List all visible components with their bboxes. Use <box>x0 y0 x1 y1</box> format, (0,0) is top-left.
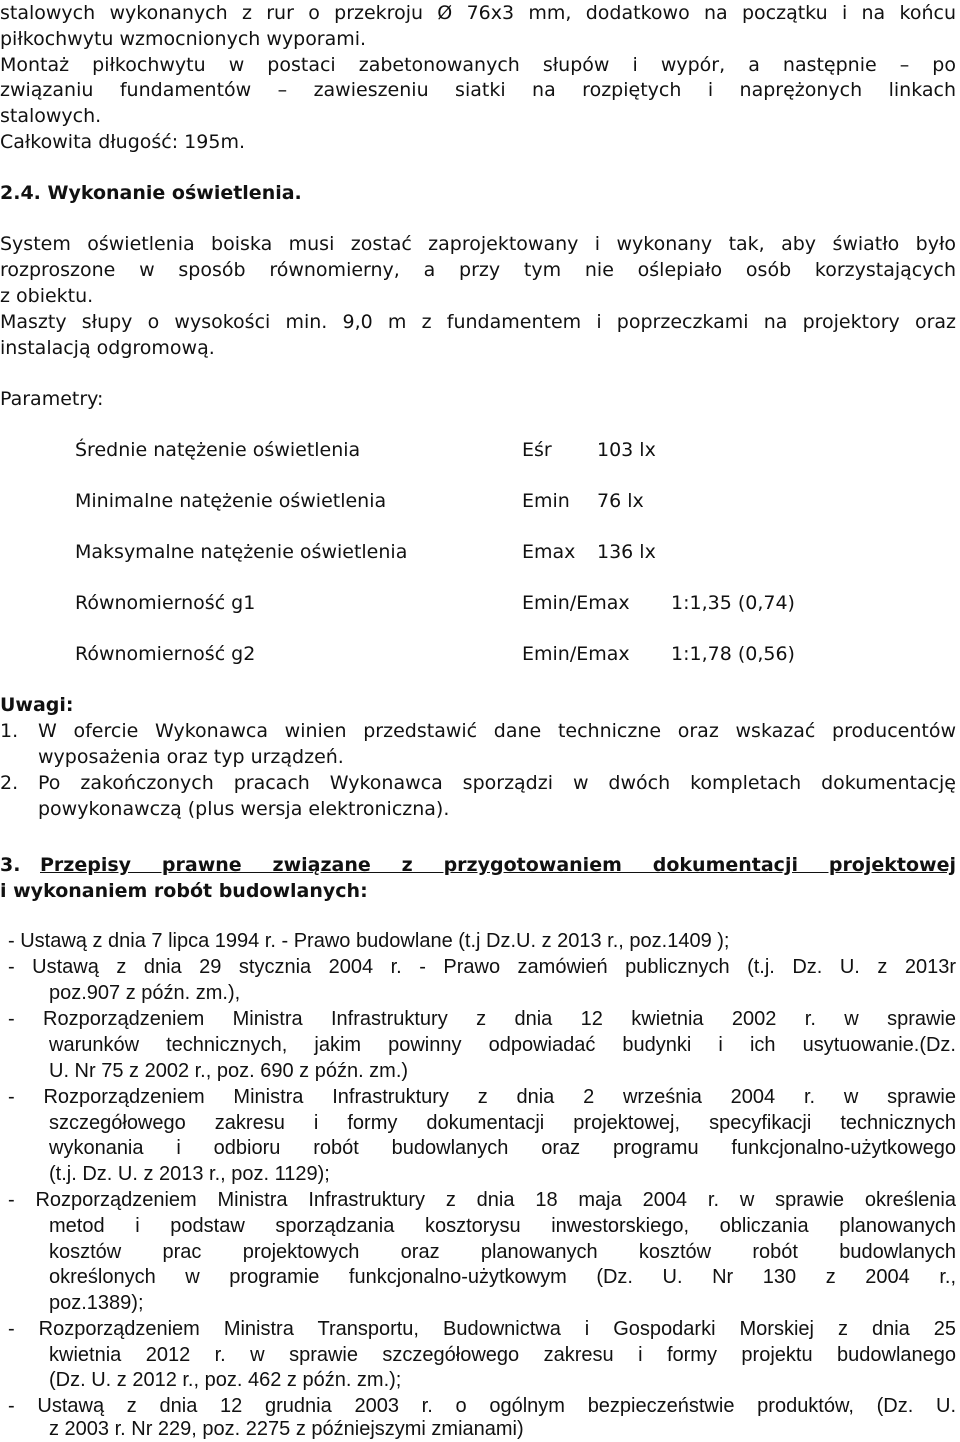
law-item-cont: poz.1389); <box>49 1292 144 1314</box>
param-value: 76 lx <box>597 490 644 512</box>
param-name: Maksymalne natężenie oświetlenia <box>75 541 408 563</box>
paragraph-line: System oświetlenia boiska musi zostać zaprojektowany i wykonany tak, aby światło było <box>0 233 956 255</box>
param-symbol: Emin/Emax <box>522 592 630 614</box>
law-item-cont: z 2003 r. Nr 229, poz. 2275 z późniejszymi zmianami) <box>49 1418 524 1440</box>
law-item-cont: określonych w programie funkcjonalno-użytkowym (Dz. U. Nr 130 z 2004 r., <box>49 1266 956 1288</box>
param-value: 1:1,35 (0,74) <box>671 592 795 614</box>
law-item-cont: metod i podstaw sporządzania kosztorysu inwestorskiego, obliczania planowanych <box>49 1215 956 1237</box>
section-heading: 2.4. Wykonanie oświetlenia. <box>0 182 302 204</box>
param-symbol: Emin/Emax <box>522 643 630 665</box>
param-symbol: Emax <box>522 541 576 563</box>
param-name: Równomierność g1 <box>75 592 256 614</box>
law-item: - Rozporządzeniem Ministra Transportu, Budownictwa i Gospodarki Morskiej z dnia 25 <box>8 1318 956 1340</box>
law-item: - Ustawą z dnia 12 grudnia 2003 r. o ogólnym bezpieczeństwie produktów, (Dz. U. <box>8 1395 956 1417</box>
law-item: - Rozporządzeniem Ministra Infrastruktury z dnia 2 września 2004 r. w sprawie <box>8 1086 956 1108</box>
section-title: Przepisy prawne związane z przygotowaniem dokumentacji projektowej <box>40 854 956 876</box>
intro-line: związaniu fundamentów – zawieszeniu siatki na rozpiętych i naprężonych linkach <box>0 79 956 101</box>
param-name: Minimalne natężenie oświetlenia <box>75 490 387 512</box>
intro-line: stalowych. <box>0 105 102 127</box>
section-title: i wykonaniem robót budowlanych: <box>0 880 368 902</box>
intro-line: piłkochwytu wzmocnionych wyporami. <box>0 28 367 50</box>
param-value: 1:1,78 (0,56) <box>671 643 795 665</box>
law-item: - Rozporządzeniem Ministra Infrastruktury z dnia 12 kwietnia 2002 r. w sprawie <box>8 1008 956 1030</box>
param-symbol: Emin <box>522 490 570 512</box>
law-item: - Ustawą z dnia 29 stycznia 2004 r. - Prawo zamówień publicznych (t.j. Dz. U. z 2013r <box>8 956 956 978</box>
paragraph-line: Maszty słupy o wysokości min. 9,0 m z fundamentem i poprzeczkami na projektory oraz <box>0 311 956 333</box>
note-number: 1. <box>0 720 19 742</box>
law-item-cont: wykonania i odbioru robót budowlanych oraz programu funkcjonalno-użytkowego <box>49 1137 956 1159</box>
paragraph-line: z obiektu. <box>0 285 94 307</box>
note-line: wyposażenia oraz typ urządzeń. <box>38 746 344 768</box>
law-item-cont: szczegółowego zakresu i formy dokumentacji projektowej, specyfikacji technicznych <box>49 1112 956 1134</box>
note-line: powykonawczą (plus wersja elektroniczna). <box>38 798 450 820</box>
param-value: 136 lx <box>597 541 656 563</box>
paragraph-line: rozproszone w sposób równomierny, a przy tym nie oślepiało osób korzystających <box>0 259 956 281</box>
total-length: Całkowita długość: 195m. <box>0 131 245 153</box>
law-item-cont: (t.j. Dz. U. z 2013 r., poz. 1129); <box>49 1163 330 1185</box>
law-item-cont: warunków technicznych, jakim powinny odpowiadać budynki i ich usytuowanie.(Dz. <box>49 1034 956 1056</box>
law-item-cont: kosztów prac projektowych oraz planowanych kosztów robót budowlanych <box>49 1241 956 1263</box>
notes-label: Uwagi: <box>0 694 74 716</box>
note-line: Po zakończonych pracach Wykonawca sporządzi w dwóch kompletach dokumentację <box>38 772 956 794</box>
paragraph-line: instalacją odgromową. <box>0 337 215 359</box>
note-line: W ofercie Wykonawca winien przedstawić dane techniczne oraz wskazać producentów <box>38 720 956 742</box>
param-name: Średnie natężenie oświetlenia <box>75 439 361 461</box>
law-item-cont: (Dz. U. z 2012 r., poz. 462 z późn. zm.); <box>49 1369 402 1391</box>
law-item-cont: kwietnia 2012 r. w sprawie szczegółowego zakresu i formy projektu budowlanego <box>49 1344 956 1366</box>
param-name: Równomierność g2 <box>75 643 256 665</box>
param-value: 103 lx <box>597 439 656 461</box>
intro-line: Montaż piłkochwytu w postaci zabetonowanych słupów i wypór, a następnie – po <box>0 54 956 76</box>
params-label: Parametry: <box>0 388 104 410</box>
section-number: 3. <box>0 854 21 876</box>
param-symbol: Eśr <box>522 439 552 461</box>
note-number: 2. <box>0 772 19 794</box>
law-item-cont: poz.907 z późn. zm.), <box>49 982 241 1004</box>
intro-line: stalowych wykonanych z rur o przekroju Ø 76x3 mm, dodatkowo na początku i na końcu <box>0 2 956 24</box>
law-item: - Ustawą z dnia 7 lipca 1994 r. - Prawo budowlane (t.j Dz.U. z 2013 r., poz.1409 ); <box>8 930 730 952</box>
law-item-cont: U. Nr 75 z 2002 r., poz. 690 z późn. zm.) <box>49 1060 409 1082</box>
law-item: - Rozporządzeniem Ministra Infrastruktury z dnia 18 maja 2004 r. w sprawie określenia <box>8 1189 956 1211</box>
